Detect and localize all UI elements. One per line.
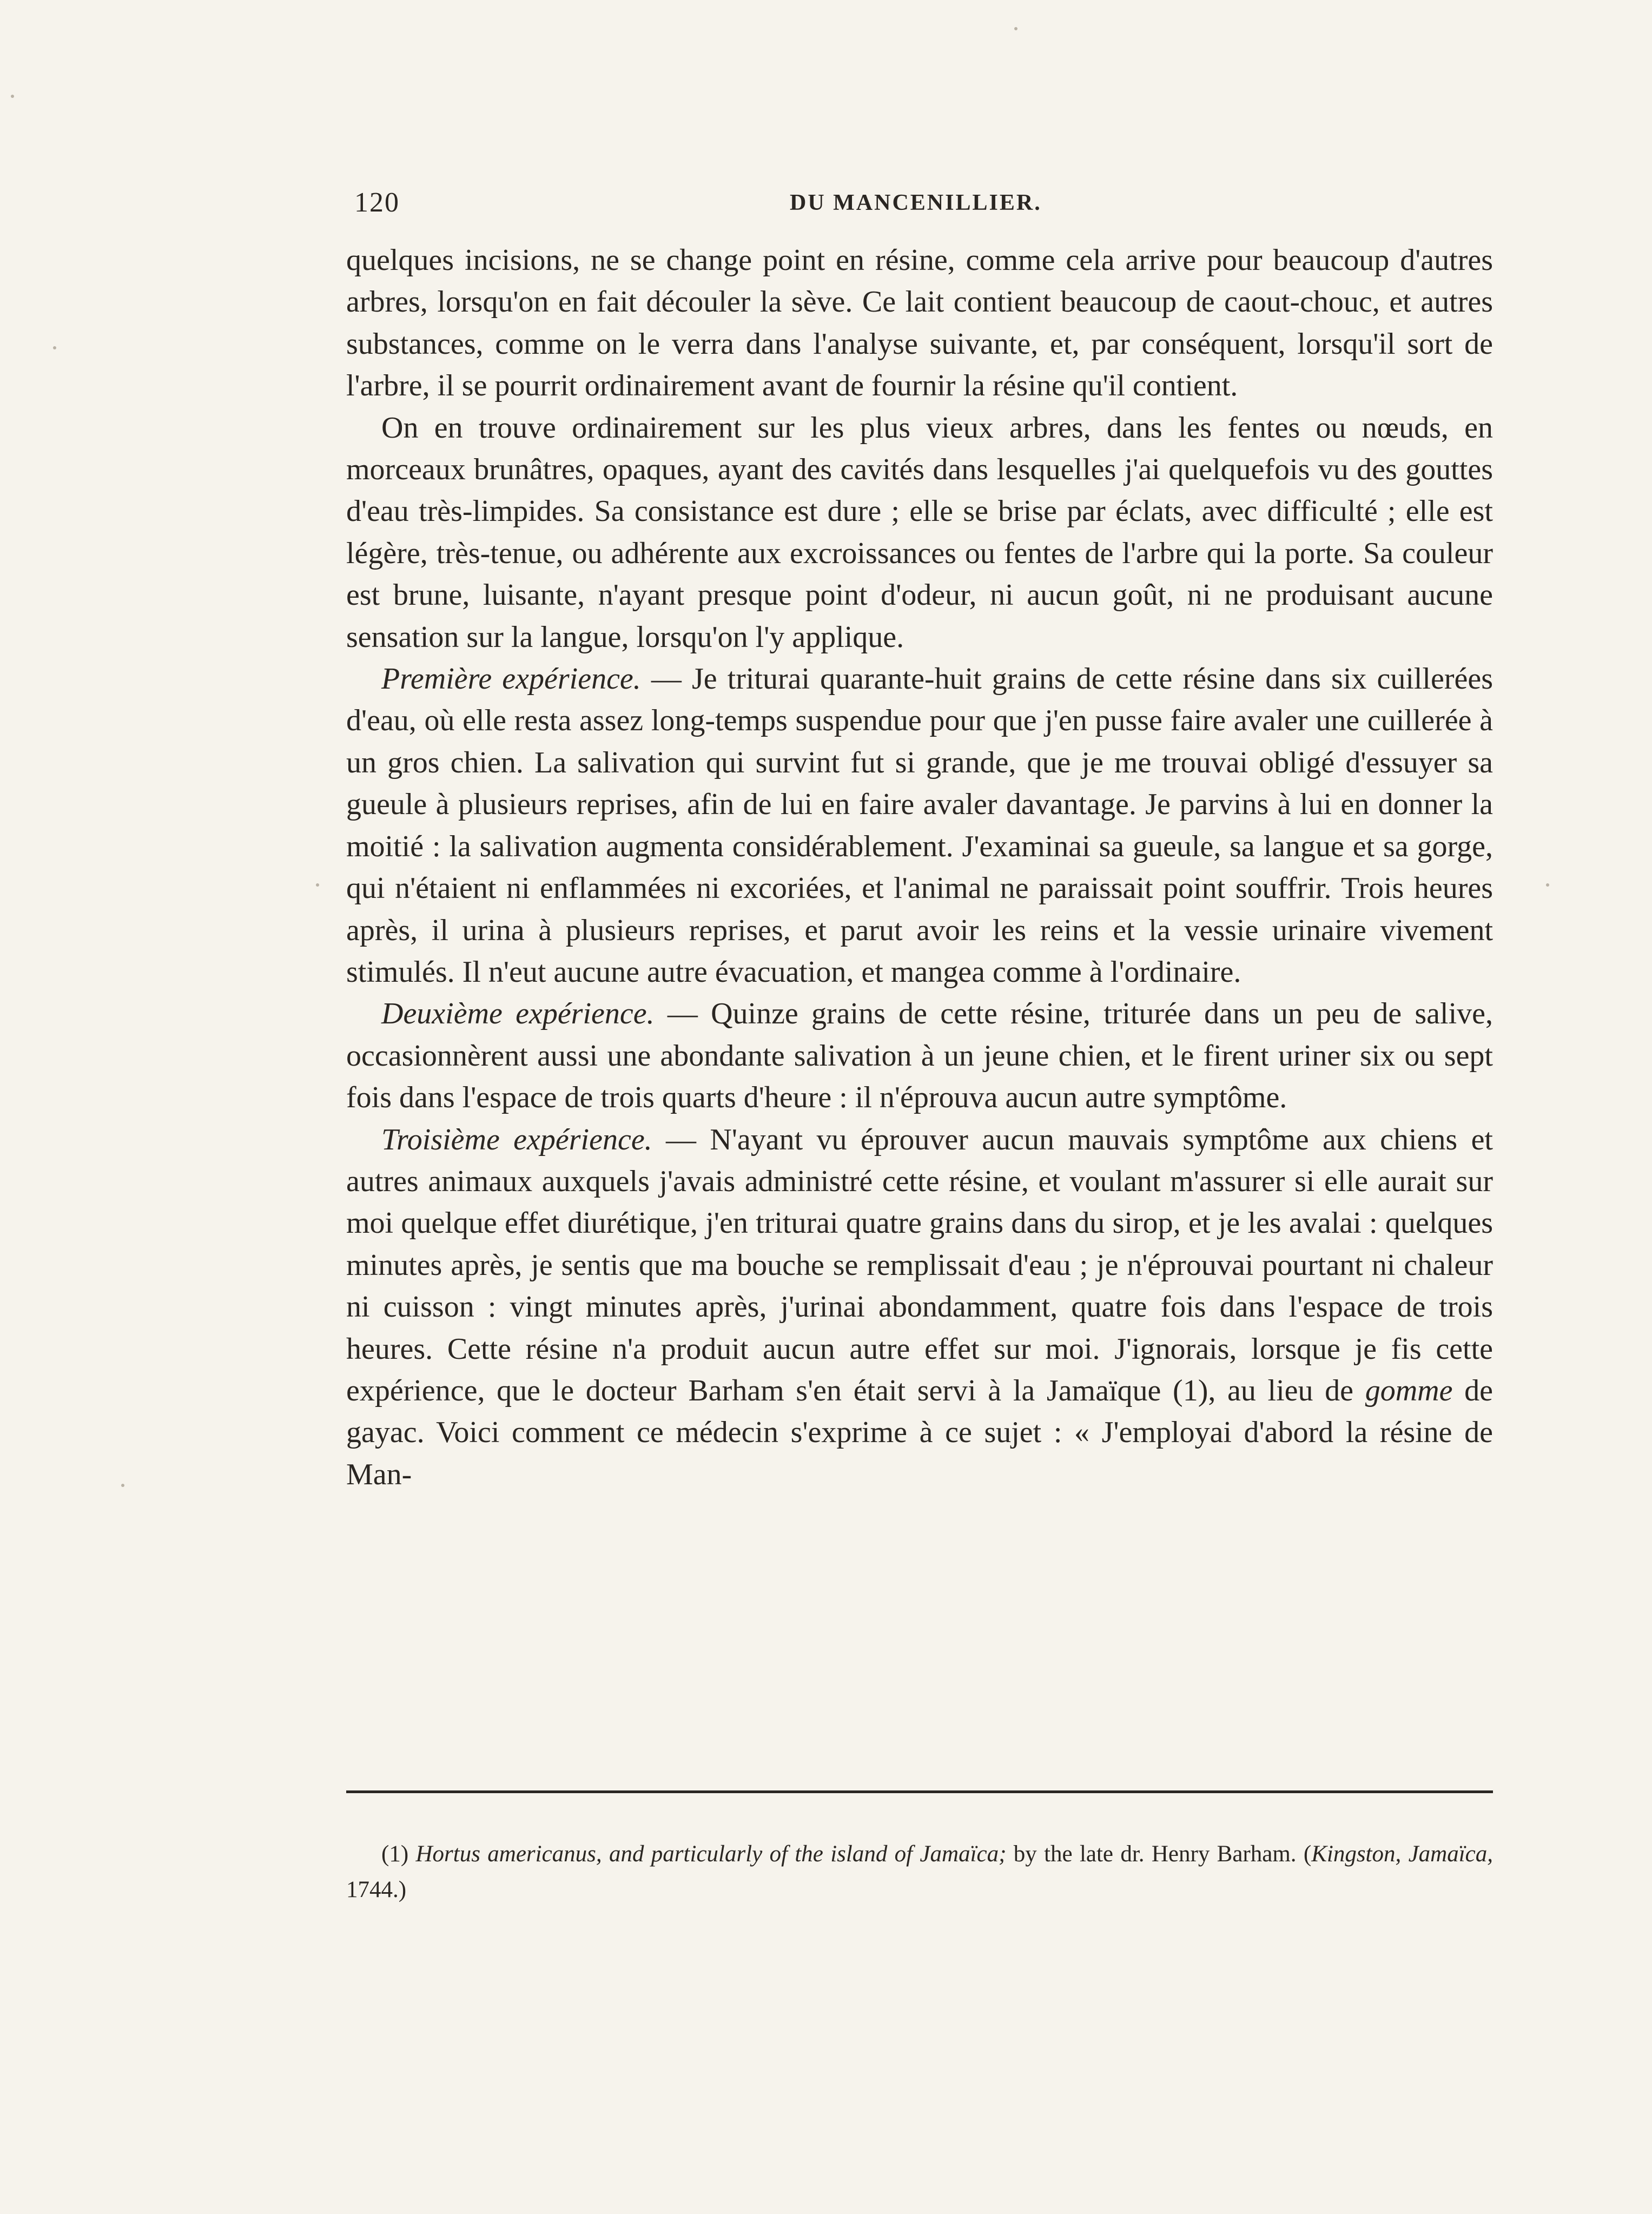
footnote-text — [346, 1836, 1493, 1908]
paragraph-4-text: — Quinze grains de cette résine, triturée dans un peu de salive, occasionnèrent aussi une abondante salivation à un jeune chien, et le firent uriner six ou sept fois dans l'espace de trois quarts d'heure : il n'éprouva aucun autre symptôme. — [346, 997, 1493, 1115]
paragraph-3-text: — Je triturai quarante-huit grains de cette résine dans six cuillerées d'eau, où elle resta assez long-temps suspendue pour que j'en pusse faire avaler une cuillerée à un gros chien. La salivation qui survint fut si grande, que je me trouvai obligé d'essuyer sa gueule à plusieurs reprises, afin de lui en faire avaler davantage. Je parvins à lui en donner la moitié : la salivation augmenta considérablement. J'examinai sa gueule, sa langue et sa gorge, qui n'étaient ni enflammées ni excoriées, et l'animal ne paraissait point souffrir. Trois heures après, il urina à plusieurs reprises, et parut avoir les reins et la vessie urinaire vivement stimulés. Il n'eut aucune autre évacuation, et mangea comme à l'ordinaire. — [346, 662, 1494, 989]
footnote-title: Hortus americanus, and particularly of the island of Jamaïca; — [415, 1841, 1007, 1867]
paragraph-4 — [346, 993, 1493, 1119]
footnote-marker: (1) — [381, 1841, 416, 1867]
paper-speck — [11, 95, 14, 98]
paper-speck — [1546, 883, 1549, 887]
experiment-1-label: Première expérience. — [381, 662, 641, 696]
paragraph-3 — [346, 658, 1493, 993]
paragraph-1-text: quelques incisions, ne se change point en résine, comme cela arrive pour beaucoup d'autres arbres, lorsqu'on en fait découler la sève. Ce lait contient beaucoup de caout-chouc, et autres substances, comme on le verra dans l'analyse suivante, et, par conséquent, lorsqu'il sort de l'arbre, il se pourrit ordinairement avant de fournir la résine qu'il contient. — [346, 243, 1493, 403]
footnote-rule — [346, 1790, 1493, 1793]
experiment-2-label: Deuxième expérience. — [381, 997, 655, 1031]
paragraph-5-text-b: de gayac. Voici comment ce médecin s'exprime à ce sujet : « J'employai d'abord la résine de Man- — [346, 1373, 1493, 1491]
experiment-3-label: Troisième expérience. — [381, 1122, 652, 1156]
paper-speck — [1014, 27, 1017, 30]
paper-speck — [121, 1484, 124, 1487]
body-text — [346, 240, 1493, 1496]
page-number: 120 — [354, 187, 400, 218]
footnote-year: 1744.) — [346, 1877, 407, 1902]
paragraph-5 — [346, 1119, 1493, 1496]
paragraph-5-text-a: — N'ayant vu éprouver aucun mauvais symptôme aux chiens et autres animaux auxquels j'avais administré cette résine, et voulant m'assurer si elle aurait sur moi quelque effet diurétique, j'en triturai quatre grains dans du sirop, et je les avalai : quelques minutes après, je sentis que ma bouche se remplissait d'eau ; je n'éprouvai pourtant ni chaleur ni cuisson : vingt minutes après, j'urinai abondamment, quatre fois dans l'espace de trois heures. Cette résine n'a produit aucun autre effet sur moi. J'ignorais, lorsque je fis cette expérience, que le docteur Barham s'en était servi à la Jamaïque (1), au lieu de — [346, 1122, 1493, 1407]
paragraph-1 — [346, 240, 1493, 407]
page-header — [354, 187, 1490, 235]
paper-speck — [316, 883, 319, 887]
footnote — [346, 1836, 1493, 1908]
running-head: DU MANCENILLIER. — [790, 190, 1042, 215]
gomme-word: gomme — [1365, 1373, 1453, 1407]
paper-speck — [53, 346, 56, 349]
paragraph-2-text: On en trouve ordinairement sur les plus vieux arbres, dans les fentes ou nœuds, en morceaux brunâtres, opaques, ayant des cavités dans lesquelles j'ai quelquefois vu des gouttes d'eau très-limpides. Sa consistance est dure ; elle se brise par éclats, avec difficulté ; elle est légère, très-tenue, ou adhérente aux excroissances ou fentes de l'arbre qui la porte. Sa couleur est brune, luisante, n'ayant presque point d'odeur, ni aucun goût, ni ne produisant aucune sensation sur la langue, lorsqu'on l'y applique. — [346, 411, 1493, 654]
paragraph-2 — [346, 407, 1493, 658]
footnote-author: by the late dr. Henry Barham. ( — [1006, 1841, 1312, 1867]
footnote-place: Kingston, Jamaïca, — [1311, 1841, 1493, 1867]
